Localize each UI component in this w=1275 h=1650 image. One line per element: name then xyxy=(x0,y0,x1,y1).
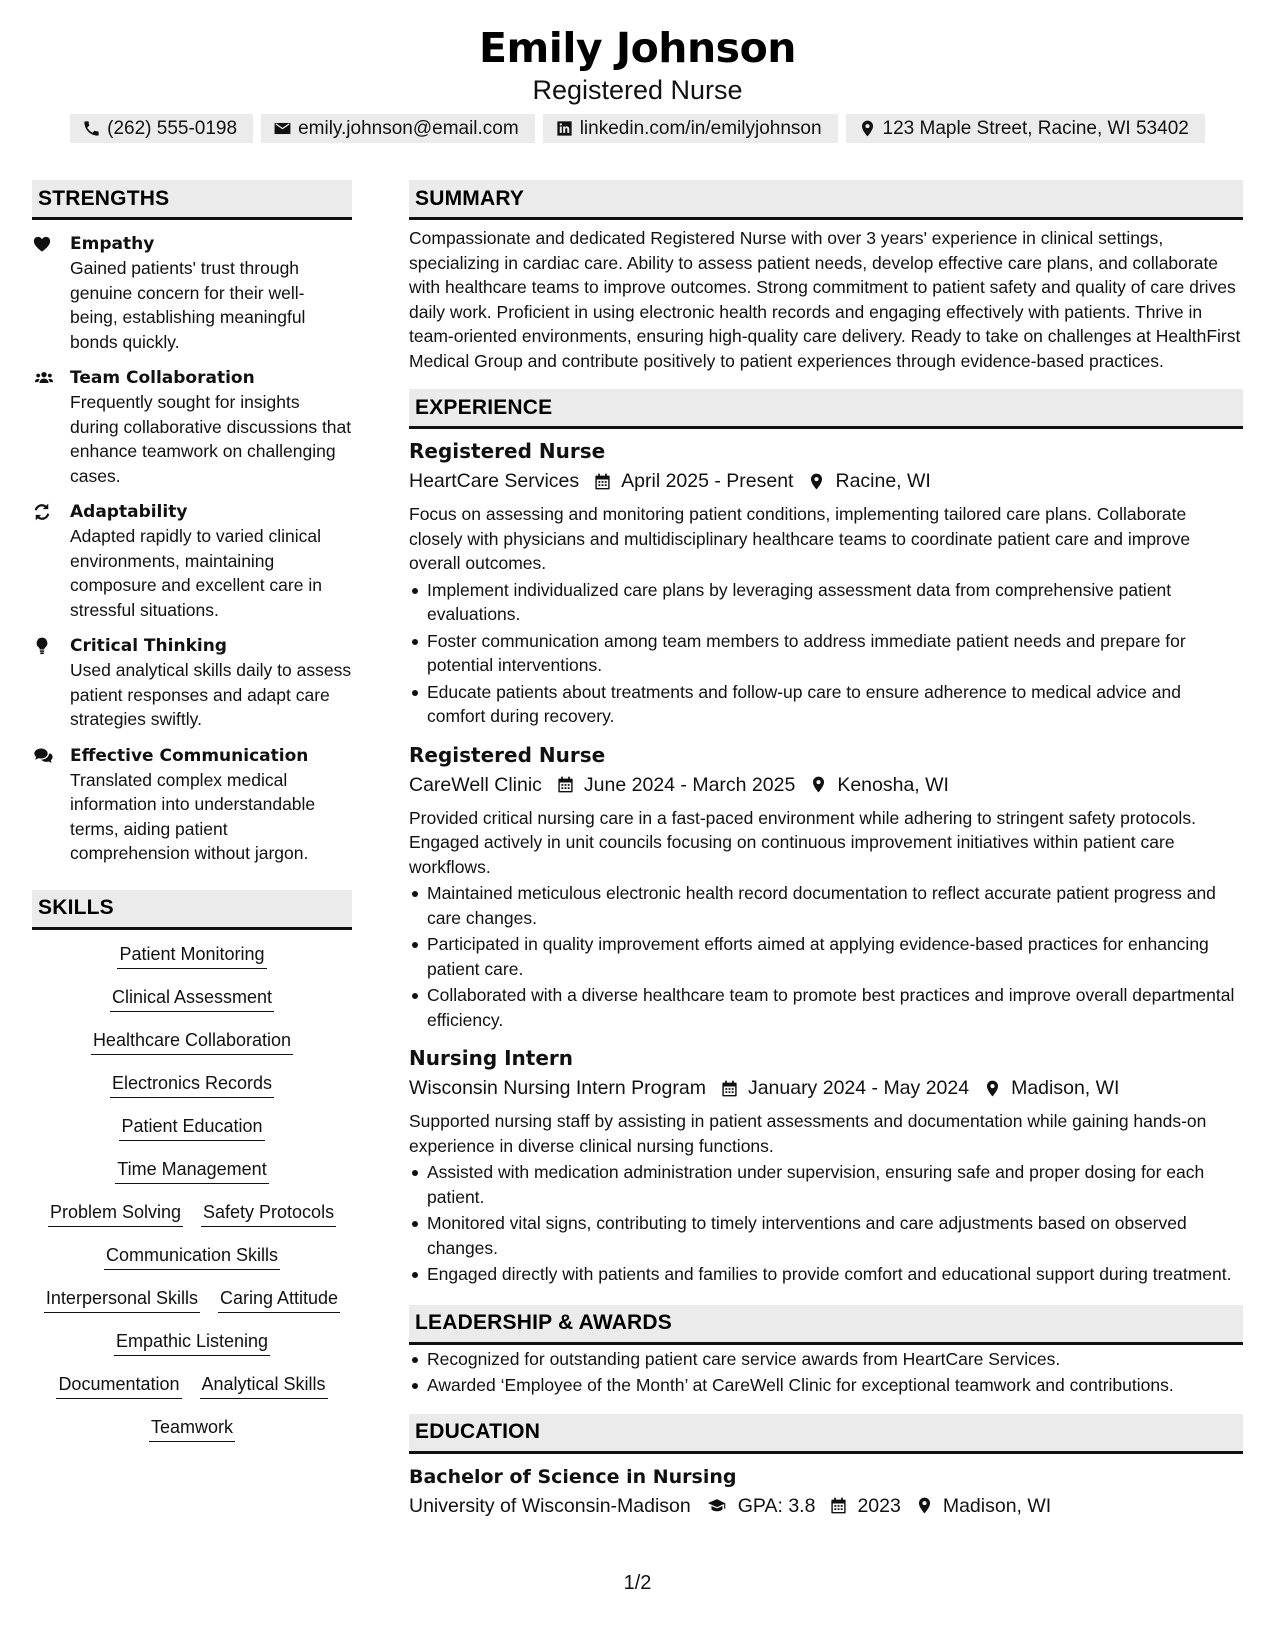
job-bullets xyxy=(409,1160,1243,1287)
strength-desc: Used analytical skills daily to assess patient responses and adapt care strategies swiftly. xyxy=(70,660,352,729)
strength-item xyxy=(32,500,352,622)
left-column xyxy=(32,180,352,1442)
calendar-icon xyxy=(720,1079,739,1098)
skills-row xyxy=(32,1071,352,1098)
company-name: Wisconsin Nursing Intern Program xyxy=(409,1077,706,1099)
summary-section xyxy=(409,180,1243,373)
candidate-name: Emily Johnson xyxy=(479,24,796,72)
company-name: CareWell Clinic xyxy=(409,773,542,796)
contact-phone[interactable] xyxy=(70,114,253,143)
page-number: 1/2 xyxy=(623,1572,652,1594)
contact-linkedin[interactable] xyxy=(543,114,838,143)
skills-row xyxy=(32,985,352,1012)
sync-icon xyxy=(32,502,52,522)
job-bullet: Foster communication among team members to address immediate patient needs and prepare for potential interventions. xyxy=(409,629,1243,678)
skills-section xyxy=(32,890,352,1442)
strength-desc: Adapted rapidly to varied clinical environments, maintaining composure and excellent care in stressful situations. xyxy=(70,526,322,620)
job-bullet: Monitored vital signs, contributing to timely interventions and care adjustments based on observed changes. xyxy=(409,1211,1243,1260)
job-description: Focus on assessing and monitoring patient conditions, implementing tailored care plans. Collaborate closely with physicians and multidisciplinary healthcare teams to coordinate patient care and improve overall outcomes. xyxy=(409,504,1191,573)
awards-list xyxy=(409,1347,1243,1398)
right-column xyxy=(409,180,1243,1521)
strength-item xyxy=(32,634,352,732)
strength-desc: Translated complex medical information into understandable terms, aiding patient comprehension without jargon. xyxy=(70,769,316,863)
strength-title: Effective Communication xyxy=(70,745,309,766)
awards-section xyxy=(409,1305,1243,1398)
phone-icon xyxy=(82,119,101,138)
job-meta xyxy=(409,466,1243,496)
job-title: Registered Nurse xyxy=(409,742,606,767)
education-title: EDUCATION xyxy=(409,1414,1243,1454)
skills-row xyxy=(32,942,352,969)
strengths-section xyxy=(32,180,352,866)
calendar-icon xyxy=(556,775,575,794)
graduation-year: 2023 xyxy=(857,1494,901,1517)
skill-tag: Teamwork xyxy=(149,1415,235,1442)
job-dates: January 2024 - May 2024 xyxy=(747,1077,970,1099)
experience-section xyxy=(409,389,1243,1287)
education-location: Madison, WI xyxy=(942,1494,1052,1517)
strengths-title: STRENGTHS xyxy=(32,180,352,220)
map-pin-icon xyxy=(858,119,877,138)
experience-title: EXPERIENCE xyxy=(409,389,1243,429)
strength-desc: Gained patients' trust through genuine concern for their well-being, establishing meaningful bonds quickly. xyxy=(70,258,306,352)
skill-tag: Documentation xyxy=(56,1372,181,1399)
strength-item xyxy=(32,366,352,488)
job-entry xyxy=(409,437,1243,729)
contact-email-text: emily.johnson@email.com xyxy=(298,117,519,139)
skills-row xyxy=(32,1329,352,1356)
job-title: Registered Nurse xyxy=(409,439,606,463)
skill-tag: Patient Education xyxy=(119,1114,264,1141)
job-dates: June 2024 - March 2025 xyxy=(583,773,796,796)
skills-title: SKILLS xyxy=(32,890,352,930)
skills-row xyxy=(32,1243,352,1270)
users-icon xyxy=(32,368,56,388)
summary-text: Compassionate and dedicated Registered Nurse with over 3 years' experience in clinical settings, specializing in cardiac care. Ability to assess patient needs, develop effective care plans, and collaborate with healthcare teams to improve outcomes. Strong commitment to patient safety and quality of care drives daily work. Proficient in using electronic health records and engaging effectively with patients. Thrive in team-oriented environments, ensuring high-quality care delivery. Ready to take on challenges at HealthFirst Medical Group and contribute positively to patient experiences through evidence-based practices. xyxy=(409,228,1241,371)
job-entry xyxy=(409,741,1243,1033)
lightbulb-icon xyxy=(32,636,52,656)
contact-bar xyxy=(0,114,1275,143)
strength-title: Empathy xyxy=(70,234,155,254)
job-bullet: Maintained meticulous electronic health record documentation to reflect accurate patient progress and care changes. xyxy=(409,881,1243,930)
strength-title: Team Collaboration xyxy=(70,368,255,388)
resume-header xyxy=(0,22,1275,143)
award-item: Recognized for outstanding patient care service awards from HeartCare Services. xyxy=(409,1347,1243,1372)
summary-title: SUMMARY xyxy=(409,180,1243,220)
education-meta xyxy=(409,1491,1243,1521)
job-bullet: Collaborated with a diverse healthcare team to promote best practices and improve overall departmental efficiency. xyxy=(409,983,1243,1032)
skills-row xyxy=(32,1114,352,1141)
skills-row xyxy=(32,1286,352,1313)
job-location: Kenosha, WI xyxy=(837,773,949,796)
comments-icon xyxy=(32,746,55,766)
job-bullet: Participated in quality improvement efforts aimed at applying evidence-based practices for enhancing patient care. xyxy=(409,932,1243,981)
map-pin-icon xyxy=(809,775,828,794)
skill-tag: Time Management xyxy=(115,1157,268,1184)
job-location: Racine, WI xyxy=(835,470,931,492)
school-name: University of Wisconsin-Madison xyxy=(409,1494,691,1517)
skill-tag: Interpersonal Skills xyxy=(44,1286,200,1313)
job-description: Provided critical nursing care in a fast-paced environment while adhering to stringent safety protocols. Engaged actively in unit councils focusing on continuous improvement initiatives within patient care workflows. xyxy=(409,807,1196,877)
skill-tag: Healthcare Collaboration xyxy=(91,1028,293,1055)
contact-email[interactable] xyxy=(261,114,535,143)
job-description: Supported nursing staff by assisting in patient assessments and documentation while gaining hands-on experience in diverse clinical nursing functions. xyxy=(409,1111,1207,1156)
graduation-cap-icon xyxy=(705,1496,729,1515)
contact-address-text: 123 Maple Street, Racine, WI 53402 xyxy=(882,117,1189,139)
job-location: Madison, WI xyxy=(1011,1077,1120,1099)
linkedin-icon xyxy=(555,119,574,138)
gpa: GPA: 3.8 xyxy=(737,1494,816,1517)
job-bullet: Assisted with medication administration under supervision, ensuring safe and proper dosing for each patient. xyxy=(409,1160,1243,1209)
contact-phone-text: (262) 555-0198 xyxy=(107,117,238,139)
strength-item xyxy=(32,232,352,354)
job-bullets xyxy=(409,578,1243,729)
skill-tag: Electronics Records xyxy=(110,1071,274,1098)
map-pin-icon xyxy=(915,1496,934,1515)
contact-address xyxy=(846,114,1205,143)
strength-title: Critical Thinking xyxy=(70,636,227,656)
skill-tag: Safety Protocols xyxy=(201,1200,336,1227)
job-bullet: Educate patients about treatments and follow-up care to ensure adherence to medical advice and comfort during recovery. xyxy=(409,680,1243,729)
envelope-icon xyxy=(273,119,292,138)
job-meta xyxy=(409,1073,1243,1103)
experience-list xyxy=(409,437,1243,1287)
job-bullet: Implement individualized care plans by leveraging assessment data from comprehensive patient evaluations. xyxy=(409,578,1243,627)
award-item: Awarded ‘Employee of the Month’ at CareWell Clinic for exceptional teamwork and contributions. xyxy=(409,1373,1243,1398)
skill-tag: Analytical Skills xyxy=(200,1372,328,1399)
skill-tag: Empathic Listening xyxy=(114,1329,270,1356)
job-meta xyxy=(409,770,1243,800)
skill-tag: Problem Solving xyxy=(48,1200,183,1227)
job-bullet: Engaged directly with patients and families to provide comfort and educational support during treatment. xyxy=(409,1262,1243,1287)
job-bullets xyxy=(409,881,1243,1032)
map-pin-icon xyxy=(983,1079,1002,1098)
education-section xyxy=(409,1414,1243,1521)
awards-title: LEADERSHIP & AWARDS xyxy=(409,1305,1243,1345)
contact-linkedin-text: linkedin.com/in/emilyjohnson xyxy=(579,117,822,139)
skill-tag: Caring Attitude xyxy=(218,1286,340,1313)
calendar-icon xyxy=(593,472,612,491)
skill-tag: Clinical Assessment xyxy=(110,985,274,1012)
degree-title: Bachelor of Science in Nursing xyxy=(409,1465,737,1488)
skills-row xyxy=(32,1028,352,1055)
skills-row xyxy=(32,1415,352,1442)
skills-row xyxy=(32,1372,352,1399)
job-title: Nursing Intern xyxy=(409,1046,574,1070)
candidate-role: Registered Nurse xyxy=(532,75,743,105)
job-entry xyxy=(409,1044,1243,1287)
strength-desc: Frequently sought for insights during collaborative discussions that enhance teamwork on challenging cases. xyxy=(70,392,352,486)
calendar-icon xyxy=(829,1496,848,1515)
map-pin-icon xyxy=(807,472,826,491)
skills-list xyxy=(32,930,352,1442)
skills-row xyxy=(32,1200,352,1227)
company-name: HeartCare Services xyxy=(409,470,580,492)
heart-icon xyxy=(32,234,52,254)
skills-row xyxy=(32,1157,352,1184)
skill-tag: Communication Skills xyxy=(104,1243,280,1270)
skill-tag: Patient Monitoring xyxy=(117,942,266,969)
strength-title: Adaptability xyxy=(70,502,188,522)
job-dates: April 2025 - Present xyxy=(621,470,794,492)
strength-item xyxy=(32,744,352,866)
